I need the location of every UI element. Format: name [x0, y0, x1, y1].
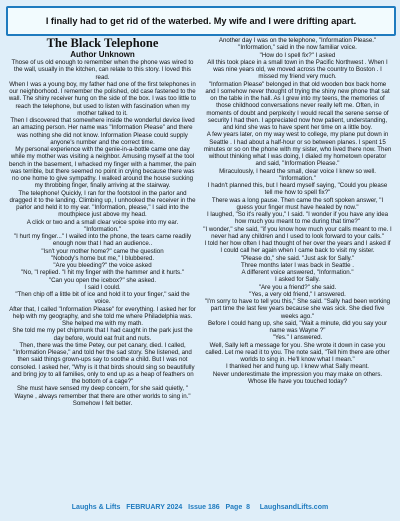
- paragraph: Then I discovered that somewhere inside the wonderful device lived an amazing person. Her name was "Information Please" and there was nothing she did not know. Information Please could supply anyone's number and the correct time.: [10, 117, 195, 146]
- paragraph: "How do I spell fix?" I asked: [259, 51, 336, 59]
- paragraph: "Nobody's home but me," I blubbered.: [50, 254, 155, 262]
- paragraph: "Isn't your mother home?" came the question: [41, 247, 164, 255]
- paragraph: "Then chip off a little bit of ice and hold it to your finger," said the voice.: [15, 291, 190, 306]
- paragraph: A different voice answered, "Information.": [241, 269, 354, 276]
- paragraph: Before I could hang up, she said, "Wait a minute, did you say your name was Wayne ?": [207, 319, 388, 334]
- paragraph: Never underestimate the impression you may make on others.: [212, 370, 383, 378]
- paragraph: Miraculously, I heard the small, clear voice I knew so well. "Information.": [219, 167, 376, 182]
- joke-banner: I finally had to get rid of the waterbed. My wife and I were drifting apart.: [6, 6, 396, 36]
- paragraph: "Are you bleeding?" the voice asked: [53, 262, 152, 269]
- paragraph: Three months later I was back in Seattle .: [241, 261, 354, 269]
- paragraph: Those of us old enough to remember when the phone was wired to the wall, usually in the kitchen, can relate to this story. I loved this read.: [11, 59, 194, 81]
- paragraph: She must have sensed my deep concern, for she said quietly, " Wayne , always remember that there are other worlds to sing in." Somehow I felt better.: [14, 385, 191, 407]
- article-title: The Black Telephone: [46, 37, 159, 50]
- paragraph: I hadn't planned this, but I heard myself saying, "Could you please tell me how to spell fix?": [207, 182, 388, 197]
- paragraph: I asked for Sally.: [275, 276, 320, 284]
- paragraph: I laughed, "So it's really you," I said. "I wonder if you have any idea how much you meant to me during that time?": [206, 211, 389, 226]
- paragraph: "Yes." I answered.: [272, 334, 323, 342]
- paragraph: A few years later, on my way west to college, my plane put down in Seattle . I had about a half-hour or so between planes. I spent 15 minutes or so on the phone with my sister, who lived there now. Then without thinking what I was doing, I dialed my hometown operator and said, "Information Please.": [203, 131, 392, 168]
- paragraph: "Can you open the icebox?" she asked.: [48, 276, 157, 284]
- footer-page-number: Page 8: [225, 503, 251, 511]
- footer-website-link[interactable]: LaughsandLifts.com: [259, 503, 329, 511]
- paragraph: Another day I was on the telephone, "Information Please." "Information," said in the now familiar voice.: [218, 37, 377, 52]
- right-column: [203, 37, 392, 497]
- paragraph: Whose life have you touched today?: [248, 377, 347, 385]
- paragraph: "Yes, a very old friend," I answered.: [249, 290, 346, 298]
- paragraph: After that, I called "Information Please" for everything. I asked her for help with my geography, and she told me where Philadelphia was. She helped me with my math.: [9, 305, 196, 327]
- article-author: Author Unknown: [70, 50, 135, 59]
- page-footer: [0, 500, 400, 514]
- paragraph: "Are you a friend?" she said.: [258, 283, 337, 291]
- paragraph: The telephone! Quickly, I ran for the footstool in the parlor and dragged it to the landing. Climbing up, I unhooked the receiver in the parlor and held it to my ear. "Information, please," I said into the mouthpiece just above my head.: [9, 189, 196, 219]
- footer-brand: Laughs & Lifts: [71, 503, 121, 511]
- paragraph: Then, there was the time Petey, our pet canary, died. I called, "Information Please," and told her the sad story. She listened, and then said things grown-ups say to soothe a child. But I was not consoled. I asked her, "Why is it that birds should sing so beautifully and bring joy to all families, only to end up as a heap of feathers on the bottom of a cage?": [10, 341, 195, 385]
- footer-issue-date: FEBRUARY 2024: [126, 503, 183, 511]
- paragraph: "I'm sorry to have to tell you this," She said. "Sally had been working part time the last few years because she was sick. She died five weeks ago.": [204, 298, 391, 320]
- paragraph: I said I could.: [84, 283, 121, 291]
- paragraph: "Information Please" belonged in that old wooden box back home and I somehow never thought of trying the shiny new phone that sat on the table in the hall. As I grew into my teens, the memories of those childhood conversations never really left me. Often, in moments of doubt and perplexity I would recall the serene sense of security I had then. I appreciated now how patient, understanding, and kind she was to have spent her time on a little boy.: [205, 80, 390, 131]
- paragraph: "I wonder," she said, "if you know how much your calls meant to me. I never had any children and I used to look forward to your calls.": [203, 225, 392, 240]
- paragraph: I thanked her and hung up. I knew what Sally meant.: [225, 363, 370, 371]
- left-column: [8, 37, 197, 497]
- paragraph: A click or two and a small clear voice spoke into my ear. "Information.": [26, 218, 179, 233]
- paragraph: My personal experience with the genie-in-a-bottle came one day while my mother was visiting a neighbor. Amusing myself at the tool bench in the basement, I whacked my finger with a hammer, the pain was terrible, but there seemed no point in crying because there was no one home to give sympathy. I walked around the house sucking my throbbing finger, finally arriving at the stairway.: [8, 146, 197, 190]
- article-body: [8, 37, 392, 497]
- paragraph: There was a long pause. Then came the soft spoken answer, "I guess your finger must have healed by now.": [211, 196, 384, 211]
- paragraph: "No, "I replied. "I hit my finger with the hammer and it hurts.": [21, 269, 184, 277]
- paragraph: "I hurt my finger..." I wailed into the phone, the tears came readily enough now that I had an audience..: [13, 233, 192, 248]
- paragraph: Well, Sally left a message for you. She wrote it down in case you called. Let me read it to you. The note said, "Tell him there are other worlds to sing in. He'll know what I mean.": [205, 341, 390, 363]
- paragraph: "Please do," she said. "Just ask for Sally.": [240, 254, 355, 262]
- paragraph: All this took place in a small town in the Pacific Northwest . When I was nine years old, we moved across the country to Boston . I missed my friend very much.: [207, 58, 388, 81]
- paragraph: When I was a young boy, my father had one of the first telephones in our neighborhood. I remember the polished, old case fastened to the wall. The shiny receiver hung on the side of the box. I was too little to reach the telephone, but used to listen with fascination when my mother talked to it.: [8, 80, 197, 117]
- paragraph: She told me my pet chipmunk that I had caught in the park just the day before, would eat fruit and nuts.: [12, 327, 193, 342]
- footer-issue-number: Issue 186: [188, 503, 220, 511]
- paragraph: I told her how often I had thought of her over the years and I asked if I could call her again when I came back to visit my sister.: [204, 240, 391, 255]
